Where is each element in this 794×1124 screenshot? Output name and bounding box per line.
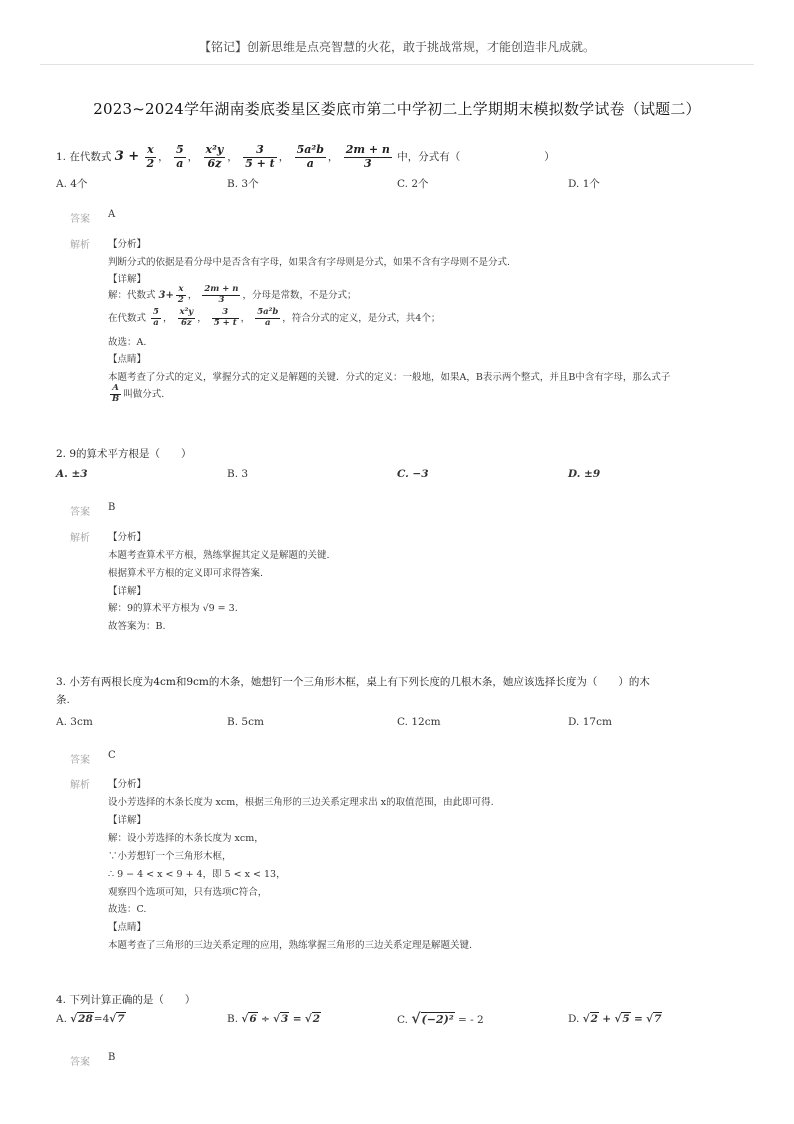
- q2-option-a: A. ±3: [56, 468, 88, 480]
- question-4-stem: 4. 下列计算正确的是（ ）: [56, 994, 196, 1006]
- page-title: 2023~2024学年湖南娄底娄星区娄底市第二中学初二上学期期末模拟数学试卷（试题二）: [93, 100, 701, 118]
- q4-option-d: D. √2 + √5 = √7: [568, 1013, 662, 1025]
- q2-answer: B: [108, 502, 116, 513]
- q2-analysis-line: 根据算术平方根的定义即可求得答案.: [108, 568, 264, 579]
- q2-option-c: C. −3: [397, 468, 429, 480]
- q3-analysis-line: 【点睛】: [108, 922, 147, 933]
- q2-option-b: B. 3: [227, 468, 249, 480]
- answer-label: 答案: [70, 755, 90, 766]
- fraction: $\frac{\text{x²y}}{6z}$: [205, 143, 224, 170]
- q1-option-b: B. 3个: [227, 178, 259, 190]
- q3-option-b: B. 5cm: [227, 716, 264, 728]
- q1-analysis-line: 在代数式 $\frac{5}{a}$ ， $\frac{\text{x²y}}{6z}$ ， $\frac{3}{5 + t}$ ， $\frac{\text{5a²b}}{a}$ ，符合分式的定义，是分式，共4个；: [108, 307, 441, 328]
- q2-analysis-line: 本题考查算术平方根，熟练掌握其定义是解题的关键.: [108, 550, 330, 561]
- fraction: $\frac{3}{5 + t}$: [245, 143, 275, 170]
- q1-analysis-line: 【分析】: [108, 239, 147, 250]
- answer-label: 答案: [70, 1057, 90, 1068]
- q1-answer: A: [108, 209, 116, 220]
- question-1-stem: 1. 在代数式 3 + $\frac{x}{2}$ ， $\frac{5}{a}$ ， $\frac{\text{x²y}}{6z}$ ， $\frac{3}{5 + t}$ ， $\frac{\text{5a²b}}{a}$ ， $\frac{2m + n}{3}$ 中，分式有（ ）: [56, 143, 555, 170]
- question-3-stem-cont: 条.: [56, 694, 70, 706]
- q2-analysis-line: 故答案为：B.: [108, 621, 166, 632]
- q3-analysis-line: ∵小芳想钉一个三角形木框，: [108, 851, 232, 862]
- analysis-label: 解析: [70, 533, 90, 544]
- q4-option-a: A. √28=4√7: [56, 1013, 125, 1025]
- q4-option-c: C. √(−2)² = - 2: [397, 1011, 484, 1027]
- q3-answer: C: [108, 750, 116, 761]
- q1-option-d: D. 1个: [568, 178, 600, 190]
- analysis-label: 解析: [70, 240, 90, 251]
- q3-analysis-line: 【详解】: [108, 815, 147, 826]
- question-3-stem: 3. 小芳有两根长度为4cm和9cm的木条，她想钉一个三角形木框，桌上有下列长度的几根木条，她应该选择长度为（ ）的木: [56, 676, 650, 688]
- answer-label: 答案: [70, 507, 90, 518]
- q3-analysis-line: 设小芳选择的木条长度为 xcm，根据三角形的三边关系定理求出 x的取值范围，由此即可得.: [108, 797, 494, 808]
- header-divider: [40, 64, 754, 65]
- q1-analysis-line: 解：代数式 3+ $\frac{x}{2}$ ， $\frac{2m + n}{3}$ ，分母是常数，不是分式；: [108, 284, 357, 305]
- q3-analysis-line: ∴ 9 − 4 < x < 9 + 4，即 5 < x < 13，: [108, 869, 286, 880]
- fraction: $\frac{5}{a}$: [176, 143, 184, 170]
- q1-analysis-line: 【详解】: [108, 274, 147, 285]
- q2-analysis-line: 【详解】: [108, 586, 147, 597]
- motto-banner: 【铭记】创新思维是点亮智慧的火花，敢于挑战常规，才能创造非凡成就。: [198, 40, 595, 54]
- analysis-label: 解析: [70, 780, 90, 791]
- q1-option-a: A. 4个: [56, 178, 88, 190]
- question-2-stem: 2. 9的算术平方根是（ ）: [56, 448, 192, 460]
- q1-analysis-line: 【点睛】: [108, 354, 147, 365]
- q2-analysis-line: 解：9的算术平方根为 √9 = 3.: [108, 603, 238, 614]
- q3-analysis-line: 观察四个选项可知，只有选项C符合，: [108, 887, 268, 898]
- q2-analysis-line: 【分析】: [108, 532, 147, 543]
- fraction: $\frac{2m + n}{3}$: [345, 143, 390, 170]
- q3-option-d: D. 17cm: [568, 716, 612, 728]
- q1-analysis-line: $\frac{A}{B}$ 叫做分式.: [112, 383, 165, 404]
- fraction: $\frac{\text{5a²b}}{a}$: [296, 143, 324, 170]
- answer-label: 答案: [70, 214, 90, 225]
- q3-analysis-line: 本题考查了三角形的三边关系定理的应用，熟练掌握三角形的三边关系定理是解题关键.: [108, 940, 473, 951]
- q1-analysis-line: 本题考查了分式的定义，掌握分式的定义是解题的关键．分式的定义：一般地，如果A，B表示两个整式，并且B中含有字母，那么式子: [108, 372, 671, 383]
- q1-analysis-line: 判断分式的依据是看分母中是否含有字母，如果含有字母则是分式，如果不含有字母则不是分式.: [108, 257, 511, 268]
- q1-option-c: C. 2个: [397, 178, 429, 190]
- q3-option-c: C. 12cm: [397, 716, 441, 728]
- q3-analysis-line: 解：设小芳选择的木条长度为 xcm，: [108, 833, 264, 844]
- q3-option-a: A. 3cm: [56, 716, 93, 728]
- q3-analysis-line: 【分析】: [108, 779, 147, 790]
- fraction: $\frac{x}{2}$: [146, 143, 155, 170]
- q4-option-b: B. √6 ÷ √3 = √2: [227, 1013, 321, 1025]
- q2-option-d: D. ±9: [568, 468, 601, 480]
- q4-answer: B: [108, 1052, 116, 1063]
- q3-analysis-line: 故选：C.: [108, 904, 147, 915]
- q1-analysis-line: 故选：A.: [108, 337, 147, 348]
